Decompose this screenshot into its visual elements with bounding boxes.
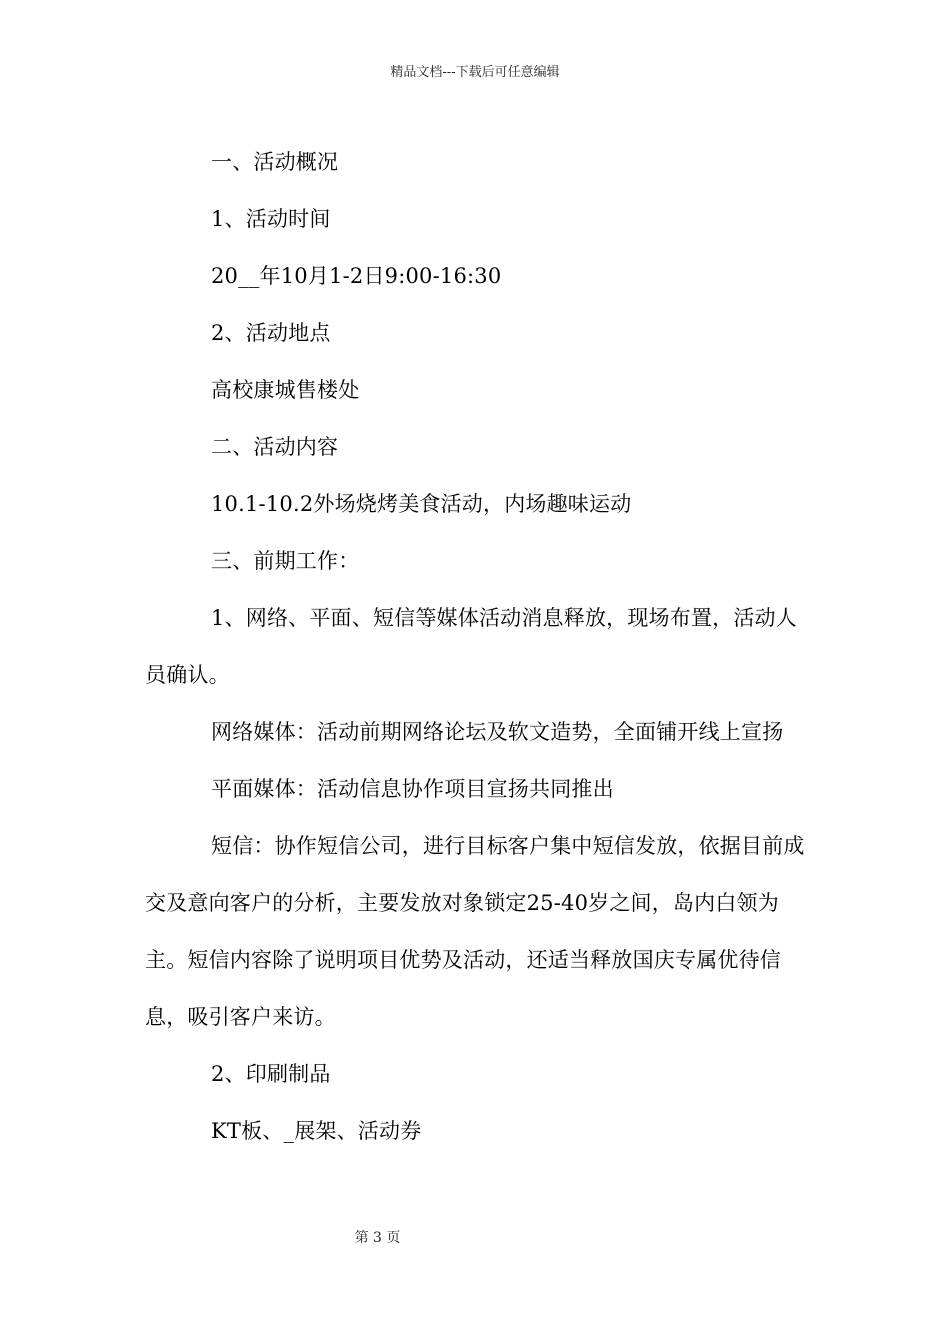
section-heading-overview: 一、活动概况	[211, 150, 339, 174]
subheading-printed-materials: 2、印刷制品	[211, 1062, 331, 1086]
subheading-activity-time: 1、活动时间	[211, 207, 331, 231]
section-heading-content: 二、活动内容	[211, 435, 339, 459]
subheading-activity-location: 2、活动地点	[211, 321, 331, 345]
activity-time-value: 20__年10月1-2日9:00-16:30	[211, 264, 502, 288]
activity-location-value: 高校康城售楼处	[211, 378, 360, 402]
section-heading-preparation: 三、前期工作：	[211, 549, 360, 573]
paragraph-sms: 短信：协作短信公司，进行目标客户集中短信发放，依据目前成交及意向客户的分析，主要发放对象锁定25-40岁之间，岛内白领为主。短信内容除了说明项目优势及活动，还适当释放国庆专属优待信息，吸引客户来访。	[145, 834, 805, 1029]
paragraph-media-release: 1、网络、平面、短信等媒体活动消息释放，现场布置，活动人员确认。	[145, 606, 797, 687]
activity-content-value: 10.1-10.2外场烧烤美食活动，内场趣味运动	[211, 492, 632, 516]
paragraph-print-media: 平面媒体：活动信息协作项目宣扬共同推出	[211, 777, 614, 801]
printed-materials-value: KT板、_展架、活动券	[211, 1119, 422, 1143]
page-header: 精品文档---下载后可任意编辑	[390, 65, 560, 80]
document-body	[145, 134, 807, 1160]
paragraph-online-media: 网络媒体：活动前期网络论坛及软文造势，全面铺开线上宣扬	[211, 720, 784, 744]
page-number: 第 3 页	[354, 1230, 401, 1246]
